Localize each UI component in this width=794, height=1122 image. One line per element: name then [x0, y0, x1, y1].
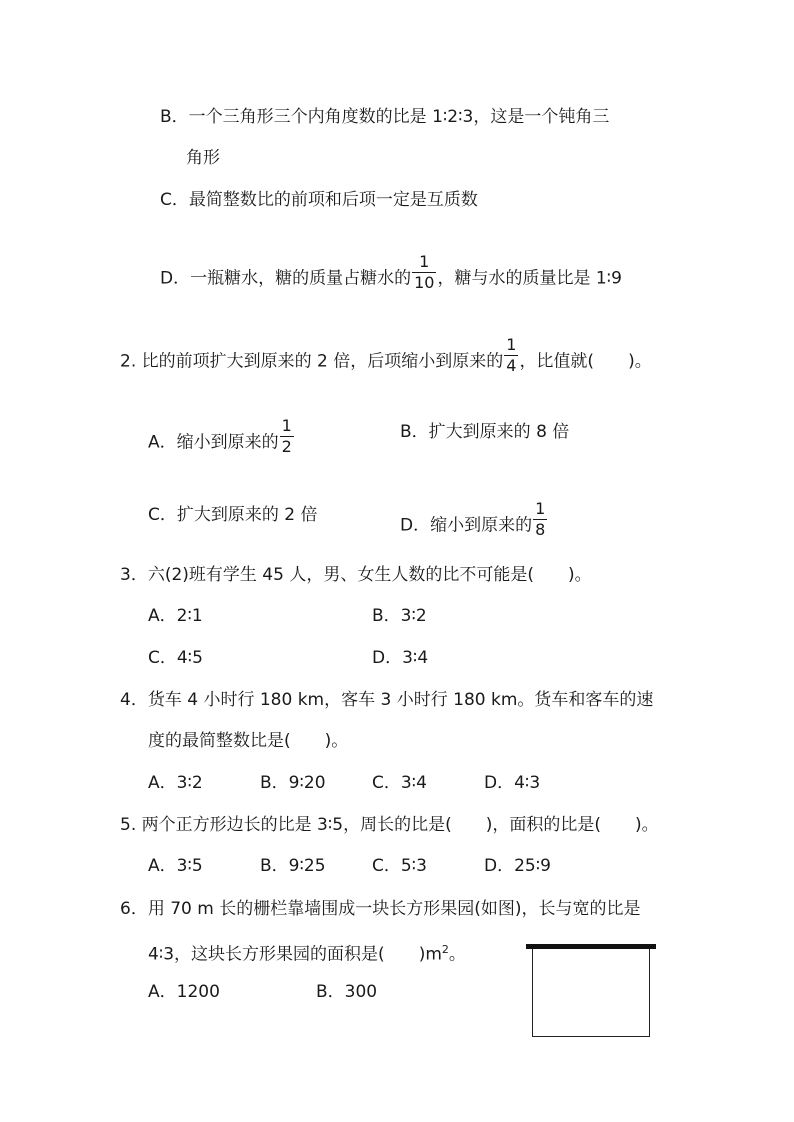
q2-option-c: C．扩大到原来的 2 倍 [148, 505, 318, 525]
q2-option-a [148, 416, 295, 463]
q6-option-b: B．300 [316, 982, 378, 1002]
q1-option-d-fraction [412, 252, 436, 293]
q4-option-d: D．4∶3 [484, 773, 541, 793]
fraction-denominator: 10 [414, 273, 435, 292]
q2-option-d-fraction [533, 499, 547, 540]
q3-option-c: C．4∶5 [148, 648, 203, 668]
q5-option-b: B．9∶25 [260, 856, 326, 876]
q2-stem-text-post: ，比值就( )。 [519, 351, 652, 372]
q5-option-a: A．3∶5 [148, 856, 203, 876]
q2-option-b: B．扩大到原来的 8 倍 [400, 422, 570, 442]
q1-option-b-line2: 角形 [186, 148, 220, 168]
q3-option-b: B．3∶2 [372, 606, 427, 626]
q4-stem-line2: 度的最简整数比是( )。 [148, 731, 349, 751]
q3-stem: 3．六(2)班有学生 45 人，男、女生人数的比不可能是( )。 [120, 565, 592, 585]
q1-option-d-text-pre: D．一瓶糖水，糖的质量占糖水的 [160, 268, 412, 289]
q1-option-d [160, 252, 622, 299]
q6-stem-line1: 6．用 70 m 长的栅栏靠墙围成一块长方形果园(如图)，长与宽的比是 [120, 899, 641, 919]
q1-option-c: C．最简整数比的前项和后项一定是互质数 [160, 190, 478, 210]
fraction-denominator: 4 [506, 356, 517, 375]
q2-option-a-fraction [280, 416, 294, 457]
q3-option-a: A．2∶1 [148, 606, 203, 626]
q2-stem [120, 335, 652, 382]
q2-option-a-text: A．缩小到原来的 [148, 432, 279, 453]
q4-stem-line1: 4．货车 4 小时行 180 km，客车 3 小时行 180 km。货车和客车的速 [120, 690, 654, 710]
fraction-numerator: 1 [506, 335, 517, 354]
q4-option-c: C．3∶4 [372, 773, 427, 793]
q4-option-b: B．9∶20 [260, 773, 326, 793]
fraction-numerator: 1 [535, 499, 546, 518]
q5-option-c: C．5∶3 [372, 856, 427, 876]
squared-superscript: 2 [441, 943, 449, 956]
q6-stem-line2 [148, 940, 466, 965]
q6-stem-line2-end: 。 [448, 944, 466, 965]
q5-option-d: D．25∶9 [484, 856, 551, 876]
q2-stem-text-pre: 2. 比的前项扩大到原来的 2 倍，后项缩小到原来的 [120, 351, 504, 372]
orchard-rectangle [532, 949, 650, 1037]
q6-stem-line2-text: 4∶3，这块长方形果园的面积是( )m [148, 944, 442, 965]
q4-option-a: A．3∶2 [148, 773, 203, 793]
q3-option-d: D．3∶4 [372, 648, 429, 668]
q2-stem-fraction [504, 335, 518, 376]
q1-option-b-line1: B．一个三角形三个内角度数的比是 1∶2∶3，这是一个钝角三 [160, 107, 610, 127]
q2-option-d-text: D．缩小到原来的 [400, 515, 533, 536]
fraction-numerator: 1 [412, 252, 436, 273]
q6-option-a: A．1200 [148, 982, 220, 1002]
q5-stem: 5. 两个正方形边长的比是 3∶5，周长的比是( )，面积的比是( )。 [120, 815, 659, 835]
fraction-numerator: 1 [281, 416, 292, 435]
fraction-denominator: 2 [281, 437, 292, 456]
q1-option-d-text-post: ，糖与水的质量比是 1∶9 [437, 268, 622, 289]
fraction-denominator: 8 [535, 520, 546, 539]
q2-option-d [400, 499, 548, 546]
